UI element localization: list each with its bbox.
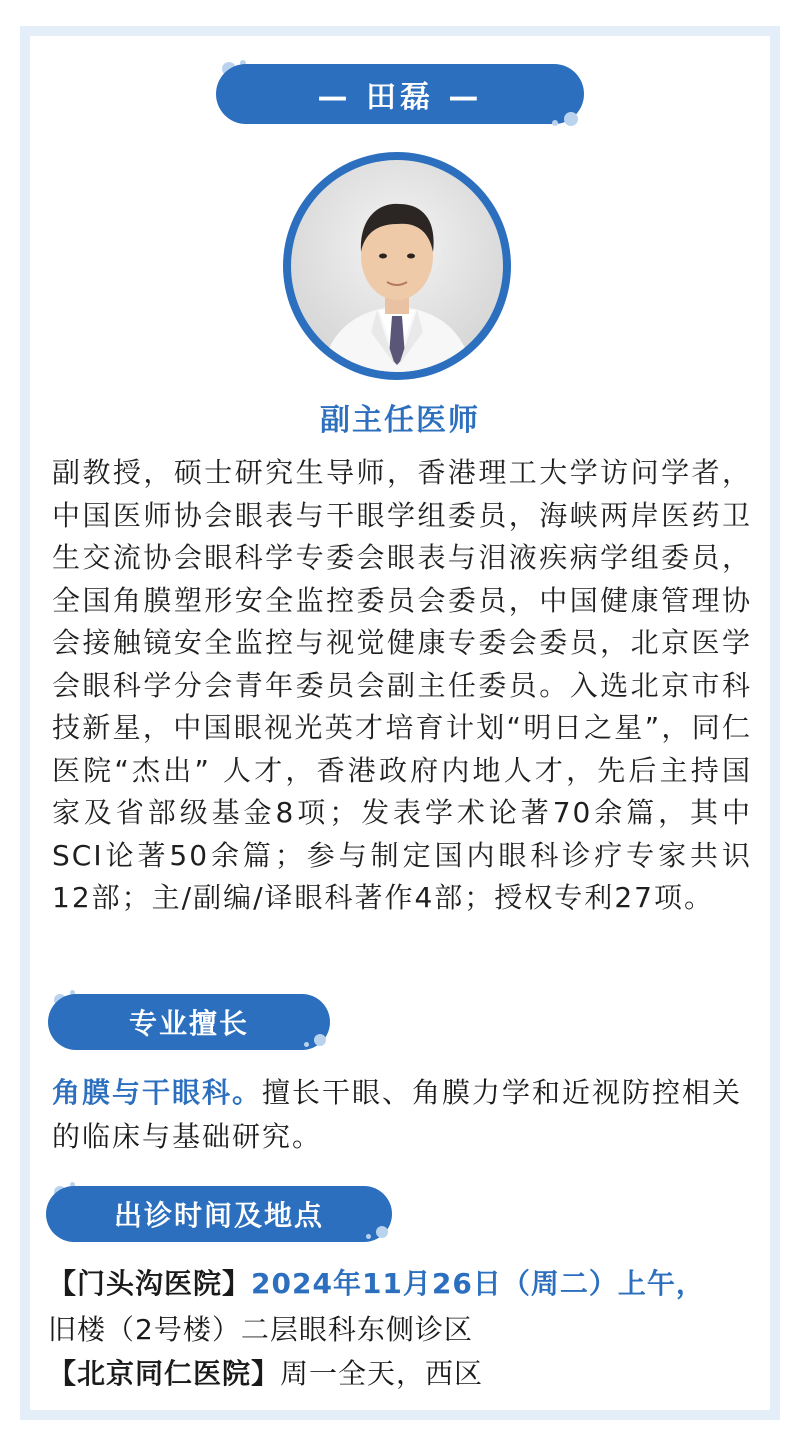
doctor-photo	[291, 160, 503, 372]
avatar-frame	[283, 152, 511, 380]
decor-dot	[314, 1034, 326, 1046]
clinic-location-text: 旧楼（2号楼）二层眼科东侧诊区	[48, 1313, 473, 1346]
schedule-header	[46, 1186, 392, 1242]
clinic-time: 周一全天，西区	[280, 1357, 484, 1390]
decor-dot	[552, 120, 558, 126]
specialty-highlight: 角膜与干眼科。	[52, 1076, 263, 1109]
decor-dot	[376, 1226, 388, 1238]
hospital-name: 【北京同仁医院】	[48, 1357, 281, 1390]
specialty-text	[52, 1071, 752, 1159]
specialty-header-label: 专业擅长	[128, 1007, 249, 1040]
doctor-portrait-icon	[291, 160, 503, 372]
clinic-location	[48, 1308, 768, 1352]
doctor-name: — 田磊 —	[317, 80, 483, 115]
clinic-time: 2024年11月26日（周二）上午，	[251, 1267, 705, 1300]
decor-dot	[304, 1042, 309, 1047]
hospital-name: 【门头沟医院】	[48, 1267, 252, 1300]
schedule-header-label: 出诊时间及地点	[113, 1199, 324, 1232]
schedule-entry	[48, 1262, 768, 1306]
doctor-bio: 副教授，硕士研究生导师，香港理工大学访问学者，中国医师协会眼表与干眼学组委员，海峡两岸医药卫生交流协会眼科学专委会眼表与泪液疾病学组委员，全国角膜塑形安全监控委员会委员，中国健康管理协会接触镜安全监控与视觉健康专委会委员，北京医学会眼科学分会青年委员会副主任委员。入选北京市科技新星，中国眼视光英才培育计划“明日之星”，同仁医院“杰出” 人才，香港政府内地人才，先后主持国家及省部级基金8项；发表学术论著70余篇，其中SCI论著50余篇；参与制定国内眼科诊疗专家共识12部；主/副编/译眼科著作4部；授权专利27项。	[52, 456, 752, 914]
decor-dot	[564, 112, 578, 126]
decor-dot	[366, 1234, 371, 1239]
doctor-title: 副主任医师	[320, 403, 480, 438]
specialty-description: 擅长干眼、角膜力学和近视防控相关的临床与基础研究。	[52, 1076, 743, 1153]
specialty-header	[48, 994, 330, 1050]
schedule-entry	[48, 1352, 768, 1396]
doctor-name-pill	[216, 64, 584, 124]
